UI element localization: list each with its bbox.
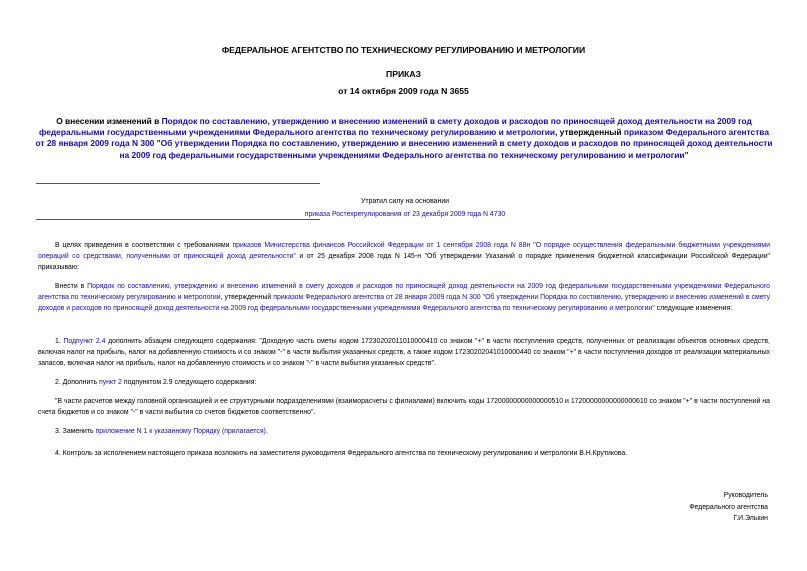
subject-lead-text: О внесении изменений в	[56, 116, 162, 126]
subject-mid-text: , утвержденный	[555, 127, 624, 138]
p4-text-1: 2. Дополнить	[55, 379, 99, 386]
document-type: ПРИКАЗ	[386, 69, 421, 79]
p2-link-order-300[interactable]: приказом Федерального агентства от 28 января 2009 года N 300 "Об утверждении Порядка по составлению, утверждению и внесению изменений в смету доходов и расходов по приносящей доход деятельности на 2009 год федеральными государственными учреждениями Федерального агентства по техническому регулированию и метрологии"	[38, 294, 771, 313]
document-date-number: от 14 октября 2009 года N 3655	[338, 86, 469, 96]
p6-link-appendix-1[interactable]: приложение N 1 к указанному Порядку (прилагается)	[95, 428, 266, 435]
expired-note-text: Утратил силу на основании	[360, 198, 450, 205]
p2-link-procedure[interactable]: Порядок по составлению, утверждению и внесению изменений в смету доходов и расходов по приносящей доход деятельности на 2009 год федеральными государственными учреждениями Федерального агентства по техническому регулированию и метрологии	[38, 283, 770, 302]
p6-text-1: 3. Заменить	[55, 428, 96, 435]
document-subject	[34, 116, 774, 161]
p3-link-subpoint-2-4[interactable]: Подпункт 2.4	[63, 338, 106, 345]
p2-text-3: следующие изменения:	[654, 305, 733, 313]
paragraph-item-2-quote	[38, 396, 770, 418]
p3-text-1: 1.	[55, 338, 64, 345]
signature-name: Г.И.Элькин	[733, 515, 768, 522]
paragraph-item-1	[38, 336, 770, 370]
signature-block	[689, 490, 768, 525]
divider-bottom	[36, 219, 320, 220]
p4-text-2: подпунктом 2.9 следующего содержания:	[121, 379, 257, 386]
divider-top	[36, 183, 320, 184]
signature-role-1: Руководитель	[723, 492, 768, 499]
paragraph-item-4	[38, 448, 770, 459]
subject-link-order[interactable]: приказом Федерального агентства от 28 января 2009 года N 300 "Об утверждении Порядка по составлению, утверждению и внесению изменений в смету доходов и расходов по приносящей доход деятельности на 2009 год федеральными государственными учреждениями Федерального агентства по техническому регулированию и метрологии"	[35, 127, 773, 160]
p3-text-2: дополнить абзацем следующего содержания: "Доходную часть сметы кодом 17230202011010000410 со знаком "+" в части поступления средств, полученных от реализации объектов основных средств, включая налог на прибыль, налог на добавленную стоимость и со знаком "-" в части выбытия указанных средств, а также кодом 17230202041010000440 со знаком "+" в части поступления доходов от реализации материальных запасов, включая налог на прибыль, налог на добавленную стоимость и со знаком "-" в части выбытия указанных средств".	[38, 338, 770, 368]
p1-text-1: В целях приведения в соответствии с требованиями	[55, 242, 233, 249]
p4-link-point-2[interactable]: пункт 2	[99, 379, 122, 386]
paragraph-item-3	[38, 426, 770, 437]
p6-text-2: .	[265, 428, 268, 435]
paragraph-preamble	[38, 240, 770, 274]
paragraph-amend	[38, 281, 770, 315]
p5-text-1: "В части расчетов между головной организацией и ее структурными подразделениями (взаиморасчеты с филиалами) включить коды 17200000000000000510 и 17200000000000000610 со знаком "+" в части поступлений на счета бюджетов и со знаком "-" в части выбытия со счетов бюджетов соответственно".	[38, 398, 770, 417]
p1-link-minfin-orders[interactable]: приказов Министерства финансов Российской Федерации от 1 сентября 2008 года N 88н "О порядке осуществления федеральными бюджетными учреждениями операций со средствами, полученными от приносящей доход деятельности"	[38, 242, 770, 261]
p1-text-2: и от 25 декабря 2008 года N 145-н "Об утверждении Указаний о порядке применения бюджетной классификации Российской Федерации" приказываю:	[38, 253, 770, 272]
subject-link-procedure[interactable]: Порядок по составлению, утверждению и внесению изменений в смету доходов и расходов по приносящей доход деятельности на 2009 год федеральными государственными учреждениями Федерального агентства по техническому регулированию и метрологии	[38, 116, 752, 138]
p7-text-1: 4. Контроль за исполнением настоящего приказа возложить на заместителя руководителя Федерального агентства по техническому регулированию и метрологии В.Н.Крутикова.	[55, 450, 628, 457]
expired-note	[250, 195, 560, 221]
p2-text-2: , утвержденный	[220, 294, 274, 302]
expired-note-link[interactable]: приказа Ростехрегулирования от 23 декабря 2009 года N 4730	[304, 211, 506, 218]
agency-title: ФЕДЕРАЛЬНОЕ АГЕНТСТВО ПО ТЕХНИЧЕСКОМУ РЕГУЛИРОВАНИЮ И МЕТРОЛОГИИ	[221, 45, 586, 55]
signature-role-2: Федерального агентства	[689, 503, 768, 511]
paragraph-item-2	[38, 377, 770, 388]
p2-text-1: Внести в	[55, 283, 88, 290]
